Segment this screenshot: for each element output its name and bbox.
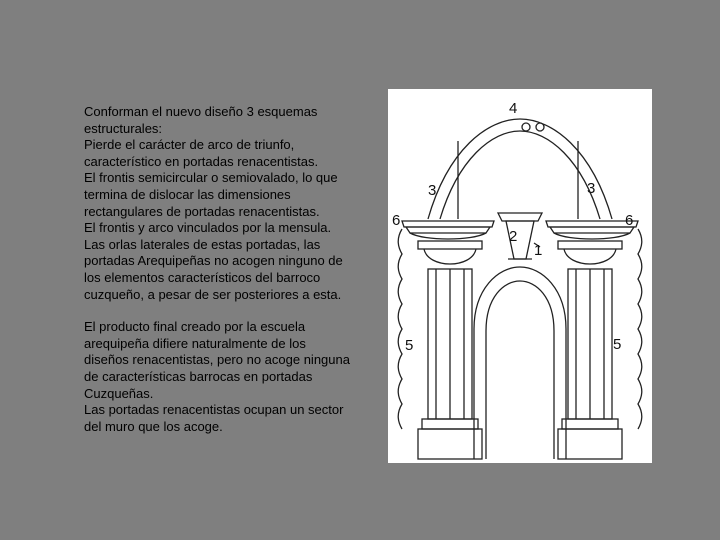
text-line: El frontis semicircular o semiovalado, lo que bbox=[84, 170, 338, 186]
text-line: portadas Arequipeñas no acogen ninguno de bbox=[84, 253, 343, 269]
label-3-left: 3 bbox=[428, 182, 437, 199]
text-line: Pierde el carácter de arco de triunfo, bbox=[84, 137, 295, 153]
frontis-outer bbox=[428, 119, 612, 219]
text-line: característico en portadas renacentistas. bbox=[84, 153, 319, 169]
frontis-inner bbox=[440, 131, 600, 219]
label-1: 1 bbox=[534, 242, 543, 259]
plinth-right bbox=[558, 429, 622, 459]
capital-right-echinus bbox=[564, 249, 616, 264]
label-6-left: 6 bbox=[392, 212, 401, 229]
text-line: El frontis y arco vinculados por la mensula. bbox=[84, 220, 332, 236]
label-5-left: 5 bbox=[405, 337, 414, 354]
text-line: estructurales: bbox=[84, 120, 163, 136]
text-line: Las portadas renacentistas ocupan un sector bbox=[84, 402, 344, 418]
label-5-right: 5 bbox=[613, 336, 622, 353]
cornice-left bbox=[402, 221, 494, 227]
portal-elevation-drawing bbox=[388, 89, 652, 463]
slide-text bbox=[84, 104, 380, 451]
door-arch-outer bbox=[474, 267, 566, 459]
text-line: termina de dislocar las dimensiones bbox=[84, 186, 291, 202]
text-line: del muro que los acoge. bbox=[84, 418, 223, 434]
paragraph-1 bbox=[84, 104, 380, 303]
mensula-top bbox=[498, 213, 542, 221]
capital-left bbox=[418, 241, 482, 249]
text-line: cuzqueño, a pesar de ser posteriores a esta. bbox=[84, 286, 342, 302]
cornice-right-lower bbox=[550, 227, 634, 233]
capital-right bbox=[558, 241, 622, 249]
text-line: El producto final creado por la escuela bbox=[84, 319, 306, 335]
orla-right bbox=[638, 229, 642, 429]
text-line: los elementos característicos del barroco bbox=[84, 269, 321, 285]
portal-drawing-svg bbox=[388, 89, 652, 463]
label-2: 2 bbox=[509, 228, 518, 245]
frontis-scroll-right bbox=[536, 123, 544, 131]
frontis-scroll-left bbox=[522, 123, 530, 131]
label-6-right: 6 bbox=[625, 212, 634, 229]
text-line: Conforman el nuevo diseño 3 esquemas bbox=[84, 104, 318, 119]
text-line: Cuzqueñas. bbox=[84, 385, 154, 401]
cornice-left-molding bbox=[410, 233, 486, 239]
orla-left bbox=[398, 229, 402, 429]
base-right bbox=[562, 419, 618, 429]
portal-linework bbox=[398, 119, 642, 459]
label-4: 4 bbox=[509, 100, 518, 117]
text-line: rectangulares de portadas renacentistas. bbox=[84, 203, 320, 219]
cornice-left-lower bbox=[406, 227, 490, 233]
label-3-right: 3 bbox=[587, 180, 596, 197]
text-line: diseños renacentistas, pero no acoge ninguna bbox=[84, 352, 350, 368]
base-left bbox=[422, 419, 478, 429]
cornice-right-molding bbox=[554, 233, 630, 239]
door-arch-inner bbox=[486, 281, 554, 459]
capital-left-echinus bbox=[424, 249, 476, 264]
text-line: de características barrocas en portadas bbox=[84, 368, 313, 384]
text-line: Las orlas laterales de estas portadas, las bbox=[84, 236, 321, 252]
paragraph-2 bbox=[84, 319, 380, 435]
text-line: arequipeña difiere naturalmente de los bbox=[84, 335, 306, 351]
plinth-left bbox=[418, 429, 482, 459]
